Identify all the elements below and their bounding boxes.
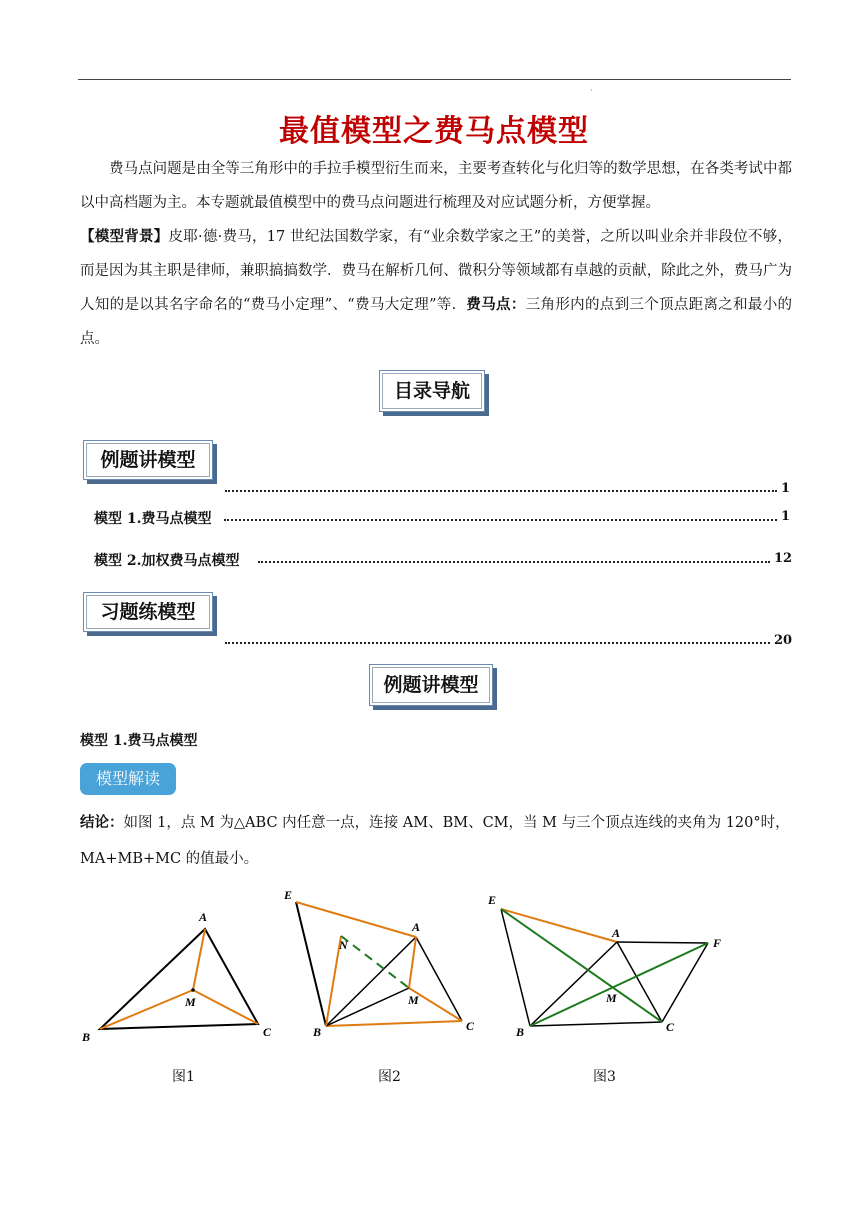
toc-page: 1 [781,481,791,496]
fig2-label-b: B [313,1025,322,1039]
background-text: 皮耶·德·费马，17 世纪法国数学家，有“业余数学家之王”的美誉，之所以叫业余并非段位不够，而是因为其主职是律师，兼职搞搞数学．费马在解析几何、微积分等领域都有卓越的贡献，除此之外，费马广为人知的是以其名字命名的“费马小定理”、“费马大定理”等． [80,229,793,313]
figures-svg [0,880,868,1060]
figure-3-caption: 图3 [593,1069,616,1085]
conclusion-paragraph [80,805,792,877]
model-interpretation-badge: 模型解读 [80,763,176,795]
toc-item-model2[interactable]: 模型 2.加权费马点模型 [94,553,240,569]
figure-3 [487,893,721,1039]
conclusion-label: 结论： [80,814,124,831]
fermat-text: 三角形内的点到三个顶点距离之和最小的点。 [80,297,793,347]
model1-title: 模型 1.费马点模型 [80,733,198,749]
fig3-label-f: F [713,936,722,950]
fig1-triangle [100,929,258,1029]
page-title: 最值模型之费马点模型 [279,114,589,149]
toc-leader [225,476,777,492]
figure-2-caption: 图2 [378,1069,401,1085]
header-rule [78,79,791,80]
figure-1-caption: 图1 [172,1069,195,1085]
fig3-label-b: B [516,1025,525,1039]
fig1-point-m [191,988,195,992]
fig1-label-a: A [199,910,208,924]
conclusion-line1: 如图 1，点 M 为△ABC 内任意一点，连接 AM、BM、CM，当 M 与三个顶点连线的夹角为 120°时， [123,815,790,831]
fig2-label-c: C [466,1019,475,1033]
section-header: 例题讲模型 [369,664,493,706]
toc-leader [258,547,770,563]
toc-page: 12 [774,551,793,566]
fig2-label-e: E [284,888,293,902]
fig1-label-c: C [263,1025,272,1039]
fig3-label-e: E [488,893,497,907]
figure-2 [283,888,475,1039]
toc-header: 目录导航 [379,370,485,412]
background-label: 【模型背景】 [80,228,169,245]
toc-page: 1 [781,509,791,524]
intro-paragraph [80,152,792,220]
fig2-label-m: M [408,993,419,1007]
fig3-label-a: A [612,926,621,940]
toc-section-example[interactable]: 例题讲模型 [83,440,213,480]
fig2-label-a: A [412,920,421,934]
conclusion-line2: MA+MB+MC 的值最小。 [80,851,259,867]
figure-1 [81,910,272,1044]
toc-leader [225,628,770,644]
fig1-segment-bm [100,990,193,1029]
fig1-label-m: M [185,995,196,1009]
intro-text: 费马点问题是由全等三角形中的手拉手模型衍生而来，主要考查转化与化归等的数学思想，在各类考试中都以中高档题为主。本专题就最值模型中的费马点问题进行梳理及对应试题分析，方便掌握。 [80,161,792,211]
toc-page: 20 [774,633,793,648]
fig3-label-m: M [606,991,617,1005]
fig1-label-b: B [82,1030,91,1044]
toc-item-model1[interactable]: 模型 1.费马点模型 [94,511,212,527]
fermat-label: 费马点： [466,296,526,313]
toc-leader [224,505,777,521]
toc-section-exercise[interactable]: 习题练模型 [83,592,213,632]
fig2-label-n: N [339,938,348,952]
header-dot: · [590,86,593,95]
fig3-label-c: C [666,1020,675,1034]
background-paragraph [80,220,792,356]
